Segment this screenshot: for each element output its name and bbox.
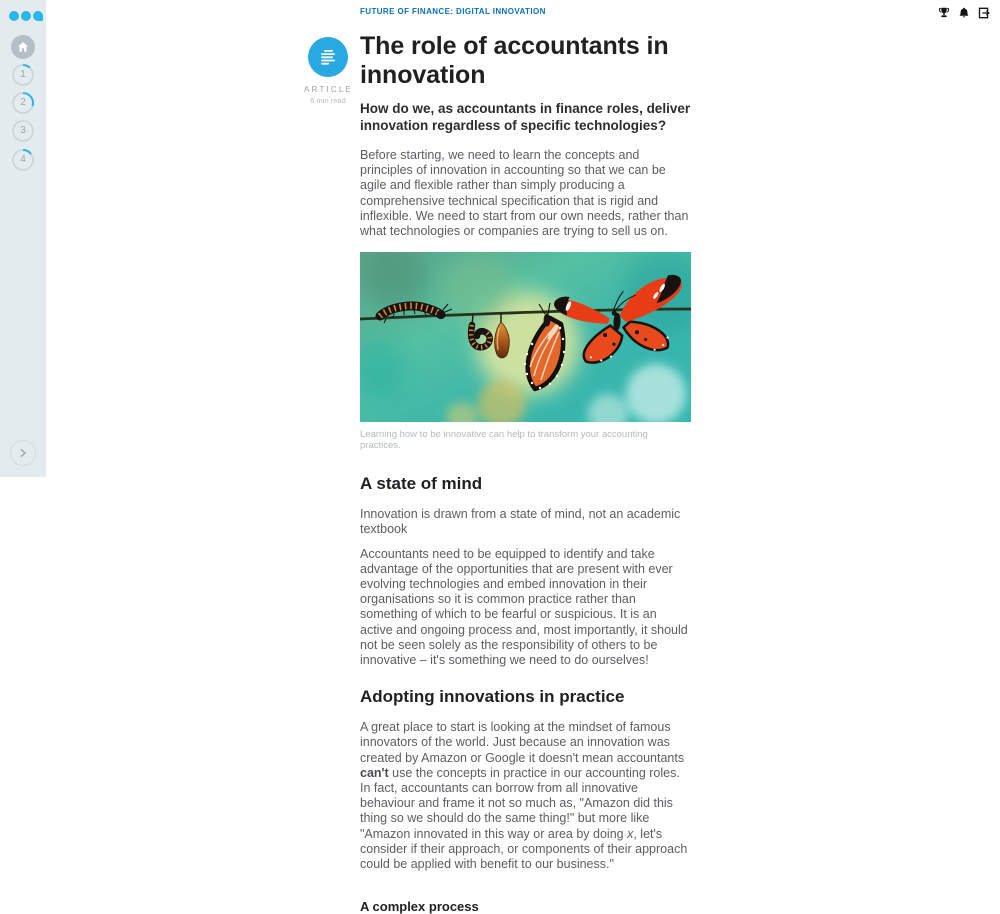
sign-out-icon <box>978 7 990 19</box>
home-button[interactable] <box>11 35 35 59</box>
logo-dot-icon <box>21 11 31 21</box>
step-number: 1 <box>20 69 26 80</box>
butterfly-metamorphosis-photo <box>360 252 691 422</box>
article-kind-label: ARTICLE <box>304 85 354 94</box>
subsection-heading-complex-process: A complex process <box>360 899 479 914</box>
article-lede: How do we, as accountants in finance roles, deliver innovation regardless of specific technologies? <box>360 101 691 133</box>
section-paragraph <box>360 720 691 872</box>
bold-text: can't <box>360 765 389 780</box>
figure-caption: Learning how to be innovative can help to transform your accounting practices. <box>360 429 648 452</box>
article-lines-icon <box>320 50 336 65</box>
intro-paragraph: Before starting, we need to learn the concepts and principles of innovation in accounting so that we can be agile and flexible rather than simply producing a comprehensive technical specification that is rigid and inflexible. We need to start from our own needs, rather than what technologies or companies are trying to sell us on. <box>360 148 689 239</box>
step-number: 4 <box>20 154 26 165</box>
paragraph-text: , let's consider if their approach, or components of their approach could be applied with benefit to our business." <box>360 826 688 872</box>
article-figure <box>360 252 691 451</box>
notifications-button[interactable] <box>957 6 970 19</box>
article-badge-circle <box>308 37 348 77</box>
sign-out-button[interactable] <box>977 6 990 19</box>
section-heading-adopting: Adopting innovations in practice <box>360 687 625 707</box>
brand-logo <box>9 11 43 21</box>
trophy-icon <box>938 7 950 19</box>
toolbar <box>937 6 990 19</box>
paragraph-text: A great place to start is looking at the mindset of famous innovators of the world. Just because an innovation was created by Amazon or Google it doesn't mean accountants <box>360 720 685 765</box>
step-number: 2 <box>20 97 26 108</box>
sidebar-step-3[interactable] <box>11 119 35 143</box>
home-icon <box>17 41 29 53</box>
read-time-label: 6 min read <box>310 96 346 105</box>
paragraph-text: use the concepts in practice in our accounting roles. In fact, accountants can borrow from all innovative behaviour and frame it not so much as, "Amazon did this thing so we should do the same thing!" but more like "Amazon innovated in this way or area by doing <box>360 765 680 841</box>
section-lead: Innovation is drawn from a state of mind, not an academic textbook <box>360 507 681 537</box>
achievements-button[interactable] <box>937 6 950 19</box>
section-heading-state-of-mind: A state of mind <box>360 474 483 494</box>
article-type-badge <box>304 37 352 105</box>
bell-icon <box>958 7 970 19</box>
next-page-button[interactable] <box>10 440 36 466</box>
italic-text: x <box>627 826 634 841</box>
breadcrumb: FUTURE OF FINANCE: DIGITAL INNOVATION <box>360 7 546 16</box>
step-number: 3 <box>20 125 26 136</box>
logo-dot-icon <box>33 11 43 21</box>
sidebar-step-4[interactable] <box>11 148 35 172</box>
logo-dot-icon <box>9 11 19 21</box>
sidebar-step-2[interactable] <box>11 91 35 115</box>
section-paragraph: Accountants need to be equipped to identify and take advantage of the opportunities that are present with ever evolving technologies and embed innovation in their organisations so it is common practice rather than something of which to be fearful or suspicious. It is an active and ongoing process and, most importantly, it should not be seen solely as the responsibility of others to be innovative – it's something we need to do ourselves! <box>360 546 688 668</box>
chevron-right-icon <box>17 447 29 459</box>
page-title: The role of accountants in innovation <box>360 32 669 89</box>
article-content <box>360 0 691 914</box>
course-nav-sidebar <box>0 0 46 477</box>
sidebar-step-1[interactable] <box>11 63 35 87</box>
